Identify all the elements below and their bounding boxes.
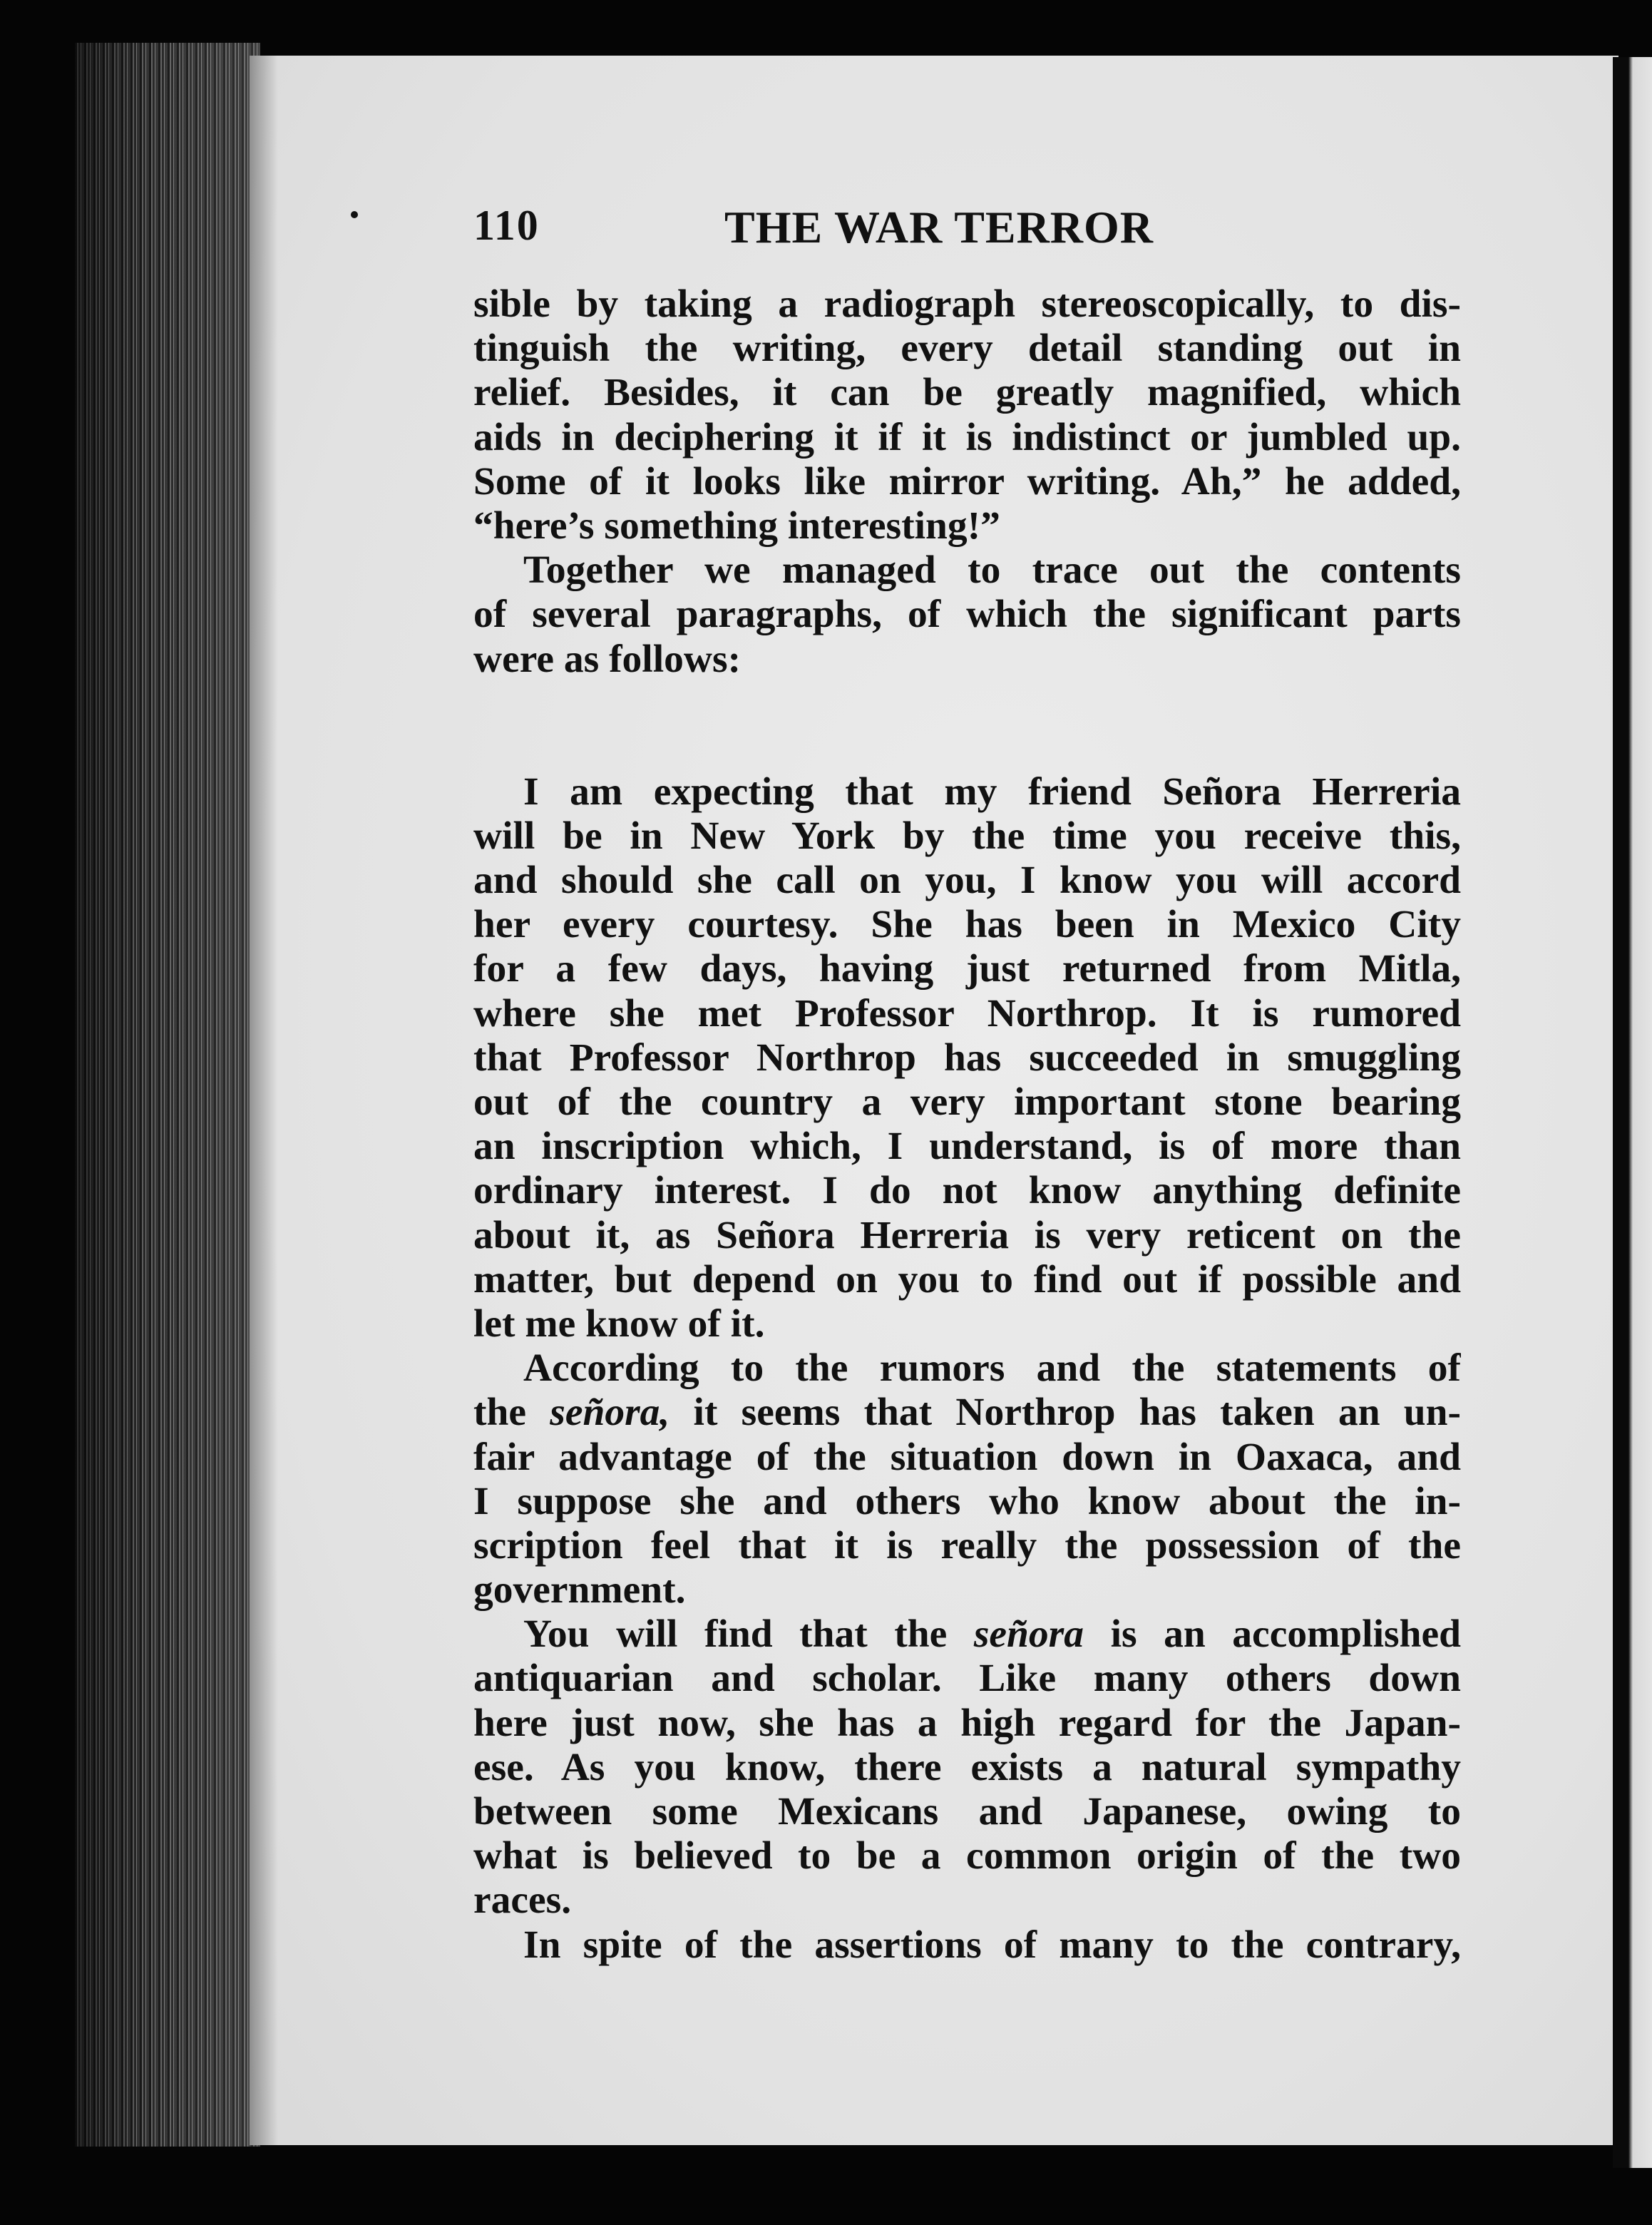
- text-line: between some Mexicans and Japanese, owing to: [473, 1790, 1461, 1833]
- text-line: about it, as Señora Herreria is very reticent on the: [473, 1213, 1461, 1257]
- text-line: her every courtesy. She has been in Mexico City: [473, 903, 1461, 947]
- text-line: fair advantage of the situation down in Oaxaca, and: [473, 1435, 1461, 1479]
- text-line: [473, 1612, 1461, 1657]
- text-line: tinguish the writing, every detail standing out in: [473, 327, 1461, 371]
- paragraph-gap: [473, 682, 1461, 770]
- ink-speck: [351, 211, 358, 218]
- text-line: here just now, she has a high regard for the Japan-: [473, 1701, 1461, 1745]
- text-line: relief. Besides, it can be greatly magnified, which: [473, 371, 1461, 415]
- text-line: According to the rumors and the statements of: [523, 1346, 1461, 1391]
- text-line: where she met Professor Northrop. It is rumored: [473, 991, 1461, 1035]
- text-line: races.: [473, 1878, 572, 1923]
- text-line: and should she call on you, I know you will accord: [473, 859, 1461, 903]
- body-text: [473, 282, 1461, 1968]
- text-fragment: is an accomplished: [1084, 1612, 1461, 1657]
- text-line: of several paragraphs, of which the significant parts: [473, 593, 1461, 637]
- text-fragment: the: [473, 1391, 550, 1435]
- italic-word: señora,: [550, 1391, 670, 1435]
- text-line: antiquarian and scholar. Like many others down: [473, 1657, 1461, 1701]
- text-line: In spite of the assertions of many to the contrary,: [523, 1923, 1461, 1967]
- text-line: Together we managed to trace out the contents: [523, 548, 1461, 593]
- facing-page-edge: [1613, 57, 1652, 2168]
- text-line: [473, 1391, 1461, 1435]
- text-line: “here’s something interesting!”: [473, 503, 1000, 548]
- text-line: scription feel that it is really the possession of the: [473, 1523, 1461, 1567]
- text-line: were as follows:: [473, 637, 742, 681]
- text-line: ese. As you know, there exists a natural sympathy: [473, 1745, 1461, 1789]
- gutter-shadow: [250, 56, 278, 2145]
- text-line: out of the country a very important stone bearing: [473, 1080, 1461, 1124]
- text-line: matter, but depend on you to find out if possible and: [473, 1257, 1461, 1301]
- text-line: aids in deciphering it if it is indistinct or jumbled up.: [473, 415, 1461, 459]
- running-title: THE WAR TERROR: [724, 202, 1154, 252]
- text-line: that Professor Northrop has succeeded in smuggling: [473, 1035, 1461, 1080]
- text-line: government.: [473, 1568, 686, 1612]
- text-fragment: You will find that the: [523, 1612, 974, 1657]
- italic-word: señora: [973, 1612, 1084, 1657]
- text-line: ordinary interest. I do not know anything definite: [473, 1169, 1461, 1213]
- text-line: sible by taking a radiograph stereoscopically, to dis-: [473, 282, 1461, 326]
- page-edges-shadow: [75, 43, 260, 2147]
- running-header: [473, 201, 1472, 258]
- text-line: for a few days, having just returned from Mitla,: [473, 947, 1461, 991]
- text-line: Some of it looks like mirror writing. Ah,” he added,: [473, 459, 1461, 503]
- text-line: what is believed to be a common origin of the two: [473, 1834, 1461, 1878]
- text-line: will be in New York by the time you receive this,: [473, 814, 1461, 858]
- text-fragment: it seems that Northrop has taken an un-: [669, 1391, 1461, 1435]
- text-line: an inscription which, I understand, is of more than: [473, 1125, 1461, 1169]
- text-line: I suppose she and others who know about the in-: [473, 1479, 1461, 1523]
- page-number: 110: [473, 202, 540, 249]
- text-line: let me know of it.: [473, 1301, 765, 1346]
- text-line: I am expecting that my friend Señora Herreria: [523, 769, 1461, 814]
